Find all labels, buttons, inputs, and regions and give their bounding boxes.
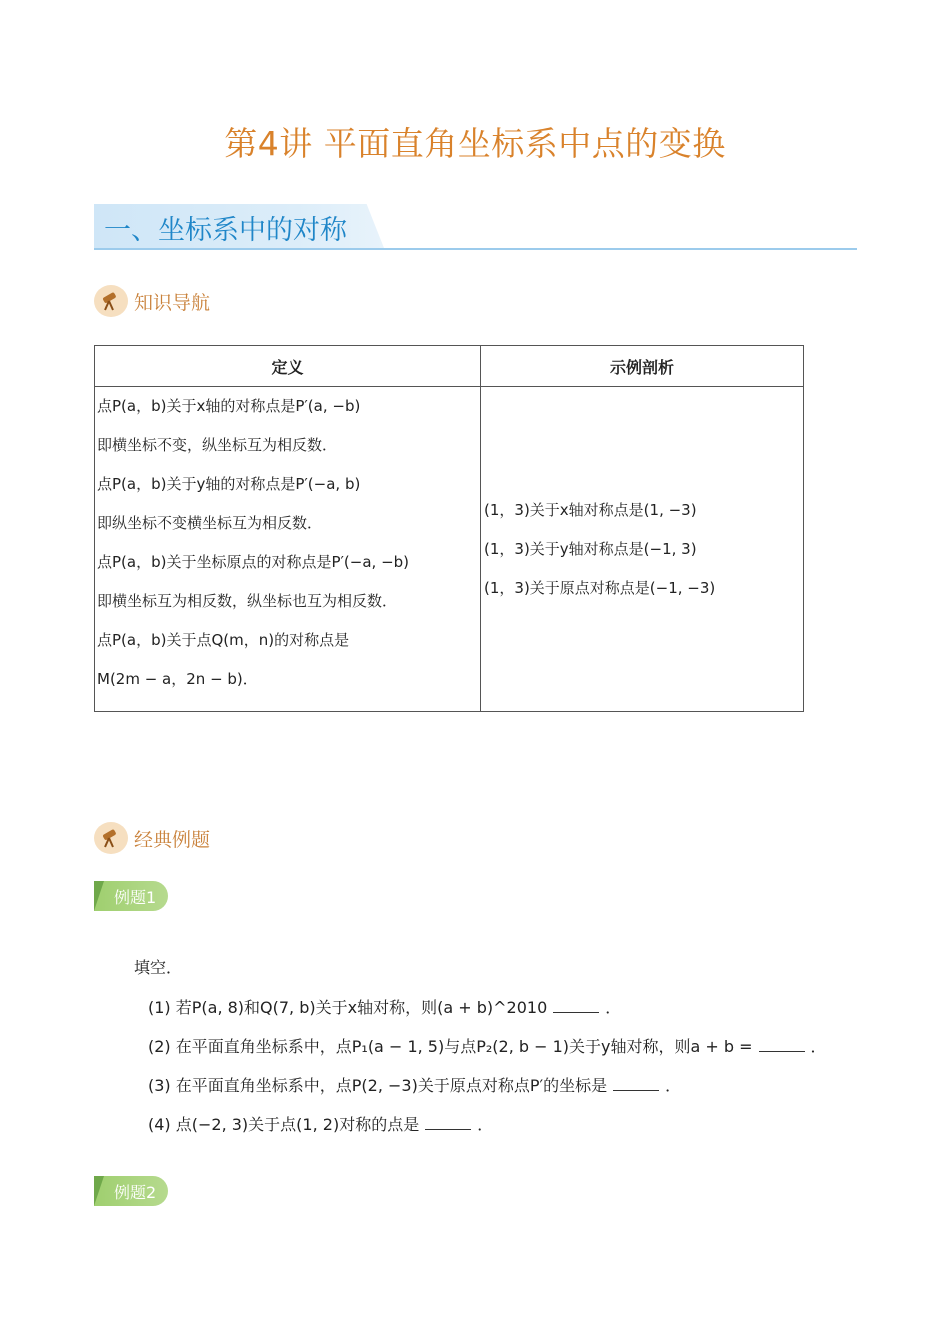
answer-blank: [613, 1076, 659, 1091]
question-end: ．: [810, 1037, 827, 1056]
question-text: (4) 点(−2, 3)关于点(1, 2)对称的点是: [148, 1115, 420, 1134]
question-text: (1) 若P(a, 8)和Q(7, b)关于x轴对称，则(a + b)^2010: [148, 998, 548, 1017]
classic-examples-label: 经典例题: [134, 828, 211, 851]
example-cell: [481, 387, 804, 712]
question-end: ．: [477, 1115, 494, 1134]
definition-line: 点P(a，b)关于点Q(m，n)的对称点是: [97, 631, 350, 649]
answer-blank: [759, 1037, 805, 1052]
definition-cell: [95, 387, 481, 712]
answer-blank: [553, 998, 599, 1013]
table-header-example: 示例剖析: [481, 346, 804, 387]
definition-line: 即纵坐标不变横坐标互为相反数．: [97, 514, 323, 532]
definition-line: 点P(a，b)关于坐标原点的对称点是P′(−a, −b): [97, 553, 410, 571]
question-4: [148, 1112, 493, 1135]
telescope-icon: [94, 285, 128, 317]
question-end: ．: [605, 998, 622, 1017]
example1-tag: 例题1: [94, 881, 168, 911]
definition-line: 点P(a，b)关于x轴的对称点是P′(a, −b): [97, 397, 361, 415]
question-text: (3) 在平面直角坐标系中，点P(2, −3)关于原点对称点P′的坐标是: [148, 1076, 608, 1095]
knowledge-table: [94, 345, 804, 712]
question-3: [148, 1073, 681, 1096]
table-header-definition: 定义: [95, 346, 481, 387]
question-2: [148, 1034, 827, 1057]
question-text: (2) 在平面直角坐标系中，点P₁(a − 1, 5)与点P₂(2, b − 1)关于y轴对称，则a + b =: [148, 1037, 753, 1056]
definition-line: 即横坐标不变，纵坐标互为相反数．: [97, 436, 338, 454]
example-line: (1，3)关于x轴对称点是(1, −3): [484, 500, 697, 519]
example-line: (1，3)关于原点对称点是(−1, −3): [484, 578, 716, 597]
page-title: 第4讲 平面直角坐标系中点的变换: [224, 124, 726, 163]
section-banner: [94, 204, 857, 250]
knowledge-nav-heading: [94, 285, 210, 317]
section-divider: [94, 248, 857, 250]
knowledge-nav-label: 知识导航: [134, 291, 211, 314]
example1-intro: 填空．: [134, 958, 183, 977]
example2-tag: 例题2: [94, 1176, 168, 1206]
definition-line: 即横坐标互为相反数，纵坐标也互为相反数．: [97, 592, 398, 610]
definition-line: 点P(a，b)关于y轴的对称点是P′(−a, b): [97, 475, 361, 493]
telescope-icon: [94, 822, 128, 854]
answer-blank: [425, 1115, 471, 1130]
classic-examples-heading: [94, 822, 210, 854]
section-title: 一、坐标系中的对称: [104, 215, 347, 246]
definition-line: M(2m − a，2n − b)．: [97, 670, 258, 688]
question-end: ．: [665, 1076, 682, 1095]
question-1: [148, 995, 621, 1018]
example-line: (1，3)关于y轴对称点是(−1, 3): [484, 539, 697, 558]
